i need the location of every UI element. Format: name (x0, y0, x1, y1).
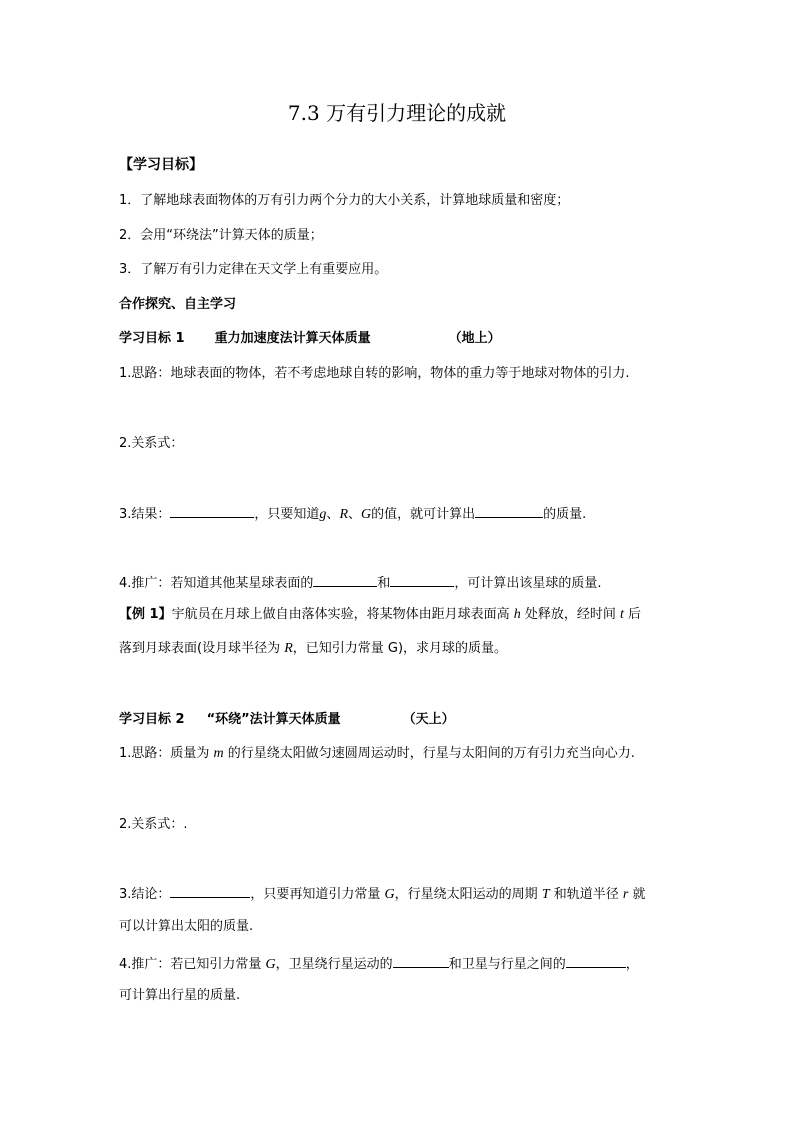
var-t: t (619, 607, 624, 622)
goal2-heading (119, 712, 455, 728)
conclusion-text: ，行星绕太阳运动的周期 (394, 887, 542, 902)
goal1-name: 重力加速度法计算天体质量 (214, 331, 371, 346)
example-label: 【例 1】 (119, 607, 172, 622)
sep: 、 (326, 507, 340, 522)
objectives-heading: 【学习目标】 (119, 157, 203, 173)
answer-blank-result[interactable] (170, 505, 254, 518)
extend-text: ， (625, 957, 639, 972)
var-R: R (339, 507, 348, 522)
section-heading: 合作探究、自主学习 (119, 297, 237, 312)
answer-blank-extend-2[interactable] (390, 574, 454, 587)
answer-blank-body[interactable] (475, 505, 543, 518)
extend-text: ，卫星绕行星运动的 (275, 957, 393, 972)
objective-1: 1．了解地球表面物体的万有引力两个分力的大小关系，计算地球质量和密度； (119, 193, 570, 208)
conclusion-prefix: 3.结论： (119, 887, 171, 902)
var-m: m (213, 746, 224, 761)
extend-text: 和卫星与行星之间的 (448, 957, 566, 972)
goal2-name: “环绕”法计算天体质量 (206, 712, 341, 727)
conclusion-text: ，只要再知道引力常量 (250, 887, 385, 902)
result-prefix: 3.结果： (119, 507, 171, 522)
example-text: 宇航员在月球上做自由落体实验，将某物体由距月球表面高 (171, 607, 514, 622)
example1-line2 (119, 641, 507, 657)
goal2-extend-line1 (119, 955, 639, 973)
goal1-heading (119, 331, 501, 347)
extend-text: 4.推广：若已知引力常量 (119, 957, 266, 972)
goal1-extend (119, 574, 602, 592)
objective-2: 2．会用“环绕法”计算天体的质量； (119, 228, 323, 243)
answer-blank-extend-3[interactable] (393, 955, 449, 968)
objective-3: 3．了解万有引力定律在天文学上有重要应用。 (119, 262, 388, 277)
answer-blank-extend-4[interactable] (566, 955, 626, 968)
var-R: R (284, 641, 293, 656)
result-text: 的值，就可计算出 (371, 507, 476, 522)
idea-text: 1.思路：质量为 (119, 746, 214, 761)
conclusion-text: 和轨道半径 (549, 887, 623, 902)
goal2-conclusion-line2: 可以计算出太阳的质量. (119, 919, 254, 934)
example-text: 落到月球表面(设月球半径为 (119, 641, 285, 656)
goal1-relation: 2.关系式： (119, 436, 184, 451)
goal1-result (119, 505, 586, 523)
goal1-tag: （地上） (448, 331, 501, 346)
sep: 、 (348, 507, 362, 522)
answer-blank-conclusion[interactable] (170, 885, 250, 898)
var-h: h (513, 607, 521, 622)
var-g: g (319, 507, 327, 522)
extend-prefix: 4.推广：若知道其他某星球表面的 (119, 576, 314, 591)
extend-suffix: ，可计算出该星球的质量. (454, 576, 602, 591)
example-text: 后 (623, 607, 642, 622)
var-T: T (541, 887, 550, 902)
answer-blank-extend-1[interactable] (313, 574, 377, 587)
goal2-idea (119, 746, 635, 762)
result-suffix: 的质量. (543, 507, 587, 522)
goal1-idea: 1.思路：地球表面的物体，若不考虑地球自转的影响，物体的重力等于地球对物体的引力. (119, 366, 630, 381)
goal2-extend-line2: 可计算出行星的质量. (119, 988, 241, 1003)
goal2-relation: 2.关系式：. (119, 817, 188, 832)
example-text: 处释放，经时间 (520, 607, 620, 622)
result-text: ，只要知道 (254, 507, 320, 522)
var-G: G (265, 957, 276, 972)
var-r: r (622, 887, 629, 902)
goal2-conclusion-line1 (119, 885, 645, 903)
example-text: ，已知引力常量 G)，求月球的质量。 (292, 641, 508, 656)
conclusion-text: 就 (628, 887, 646, 902)
example1-line1 (119, 607, 641, 623)
idea-text: 的行星绕太阳做匀速圆周运动时，行星与太阳间的万有引力充当向心力. (223, 746, 635, 761)
var-G: G (384, 887, 395, 902)
goal2-tag: （天上） (402, 712, 455, 727)
goal2-label: 学习目标 2 (119, 712, 185, 727)
page-title: 7.3 万有引力理论的成就 (287, 101, 507, 125)
extend-and: 和 (377, 576, 391, 591)
var-G: G (361, 507, 372, 522)
goal1-label: 学习目标 1 (119, 331, 185, 346)
